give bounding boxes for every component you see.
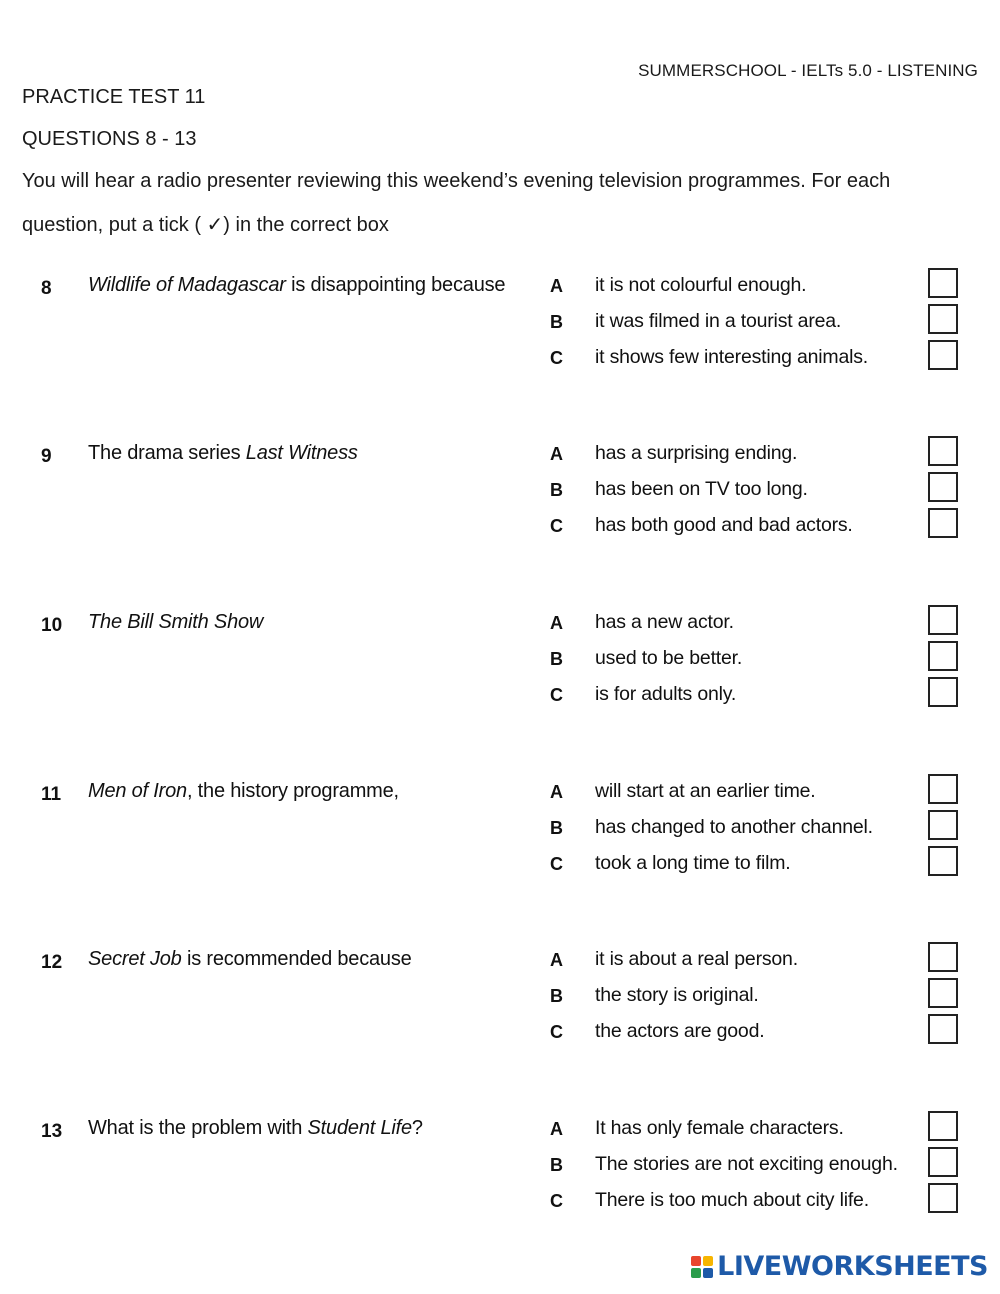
tick-box[interactable]	[928, 268, 958, 298]
option-text: has a new actor.	[595, 611, 734, 633]
question-8	[0, 274, 1000, 384]
question-prompt	[88, 274, 505, 297]
question-10	[0, 611, 1000, 721]
prompt-before: The drama series	[88, 442, 246, 464]
option-a	[550, 1117, 970, 1147]
logo-square-blue	[703, 1268, 713, 1278]
question-prompt	[88, 1117, 423, 1140]
liveworksheets-logo	[691, 1251, 988, 1282]
option-text: has a surprising ending.	[595, 442, 798, 464]
instruction-line-1: You will hear a radio presenter reviewing this weekend’s evening television programmes. For each	[22, 170, 891, 192]
option-c	[550, 1020, 970, 1050]
option-letter: B	[550, 818, 563, 838]
option-letter: A	[550, 950, 563, 970]
option-c	[550, 514, 970, 544]
option-text: It has only female characters.	[595, 1117, 844, 1139]
question-number: 8	[41, 278, 52, 299]
question-number: 10	[41, 615, 63, 636]
option-a	[550, 611, 970, 641]
prompt-after: is recommended because	[181, 948, 412, 970]
instruction-line-2: question, put a tick ( ✓) in the correct box	[22, 214, 389, 236]
option-text: has been on TV too long.	[595, 478, 808, 500]
option-b	[550, 1153, 970, 1183]
option-letter: A	[550, 444, 563, 464]
option-a	[550, 274, 970, 304]
option-letter: B	[550, 312, 563, 332]
programme-title: Wildlife of Madagascar	[88, 274, 286, 296]
question-number: 11	[41, 784, 62, 805]
option-letter: C	[550, 1191, 563, 1211]
question-prompt	[88, 948, 412, 971]
option-letter: B	[550, 480, 563, 500]
option-text: took a long time to film.	[595, 852, 791, 874]
question-prompt	[88, 780, 399, 803]
option-a	[550, 780, 970, 810]
prompt-before: What is the problem with	[88, 1117, 308, 1139]
questions-range: QUESTIONS 8 - 13	[22, 128, 197, 150]
option-c	[550, 683, 970, 713]
option-letter: A	[550, 613, 563, 633]
option-letter: B	[550, 1155, 563, 1175]
option-letter: A	[550, 276, 563, 296]
option-letter: C	[550, 685, 563, 705]
option-text: the story is original.	[595, 984, 759, 1006]
question-number: 12	[41, 952, 63, 973]
tick-box[interactable]	[928, 508, 958, 538]
option-letter: C	[550, 348, 563, 368]
option-b	[550, 816, 970, 846]
logo-square-yellow	[703, 1256, 713, 1266]
tick-box[interactable]	[928, 978, 958, 1008]
option-text: There is too much about city life.	[595, 1189, 869, 1211]
logo-square-red	[691, 1256, 701, 1266]
option-a	[550, 442, 970, 472]
tick-box[interactable]	[928, 846, 958, 876]
question-number: 13	[41, 1121, 63, 1142]
question-12	[0, 948, 1000, 1058]
tick-box[interactable]	[928, 436, 958, 466]
option-b	[550, 310, 970, 340]
tick-box[interactable]	[928, 641, 958, 671]
question-9	[0, 442, 1000, 552]
option-text: it is about a real person.	[595, 948, 798, 970]
logo-text: LIVEWORKSHEETS	[717, 1251, 988, 1282]
option-a	[550, 948, 970, 978]
option-text: it shows few interesting animals.	[595, 346, 869, 368]
tick-box[interactable]	[928, 1014, 958, 1044]
option-text: will start at an earlier time.	[595, 780, 816, 802]
option-b	[550, 647, 970, 677]
option-c	[550, 1189, 970, 1219]
test-title: PRACTICE TEST 11	[22, 86, 206, 108]
programme-title: Men of Iron	[88, 780, 187, 802]
option-text: has changed to another channel.	[595, 816, 873, 838]
prompt-after: , the history programme,	[186, 780, 399, 802]
option-letter: A	[550, 1119, 563, 1139]
question-number: 9	[41, 446, 52, 467]
programme-title: Last Witness	[245, 442, 358, 464]
option-b	[550, 478, 970, 508]
tick-box[interactable]	[928, 1111, 958, 1141]
option-letter: C	[550, 854, 563, 874]
logo-square-green	[691, 1268, 701, 1278]
tick-box[interactable]	[928, 942, 958, 972]
tick-box[interactable]	[928, 304, 958, 334]
option-c	[550, 346, 970, 376]
option-letter: C	[550, 1022, 563, 1042]
question-11	[0, 780, 1000, 890]
prompt-after: is disappointing because	[285, 274, 506, 296]
option-text: it is not colourful enough.	[595, 274, 807, 296]
option-text: the actors are good.	[595, 1020, 765, 1042]
option-letter: A	[550, 782, 563, 802]
tick-box[interactable]	[928, 340, 958, 370]
tick-box[interactable]	[928, 1147, 958, 1177]
tick-box[interactable]	[928, 472, 958, 502]
question-prompt	[88, 442, 358, 465]
logo-mark-icon	[691, 1256, 713, 1278]
prompt-after: ?	[411, 1117, 423, 1139]
question-prompt	[88, 611, 263, 634]
option-c	[550, 852, 970, 882]
tick-box[interactable]	[928, 1183, 958, 1213]
tick-box[interactable]	[928, 774, 958, 804]
option-text: The stories are not exciting enough.	[595, 1153, 898, 1175]
option-letter: B	[550, 649, 563, 669]
tick-box[interactable]	[928, 677, 958, 707]
course-header: SUMMERSCHOOL - IELTs 5.0 - LISTENING	[638, 61, 978, 80]
option-letter: C	[550, 516, 563, 536]
option-letter: B	[550, 986, 563, 1006]
option-b	[550, 984, 970, 1014]
tick-box[interactable]	[928, 605, 958, 635]
option-text: is for adults only.	[595, 683, 737, 705]
option-text: used to be better.	[595, 647, 743, 669]
programme-title: Secret Job	[88, 948, 182, 970]
option-text: has both good and bad actors.	[595, 514, 853, 536]
programme-title: Student Life	[307, 1117, 412, 1139]
programme-title: The Bill Smith Show	[88, 611, 264, 633]
option-text: it was filmed in a tourist area.	[595, 310, 842, 332]
question-13	[0, 1117, 1000, 1227]
tick-box[interactable]	[928, 810, 958, 840]
